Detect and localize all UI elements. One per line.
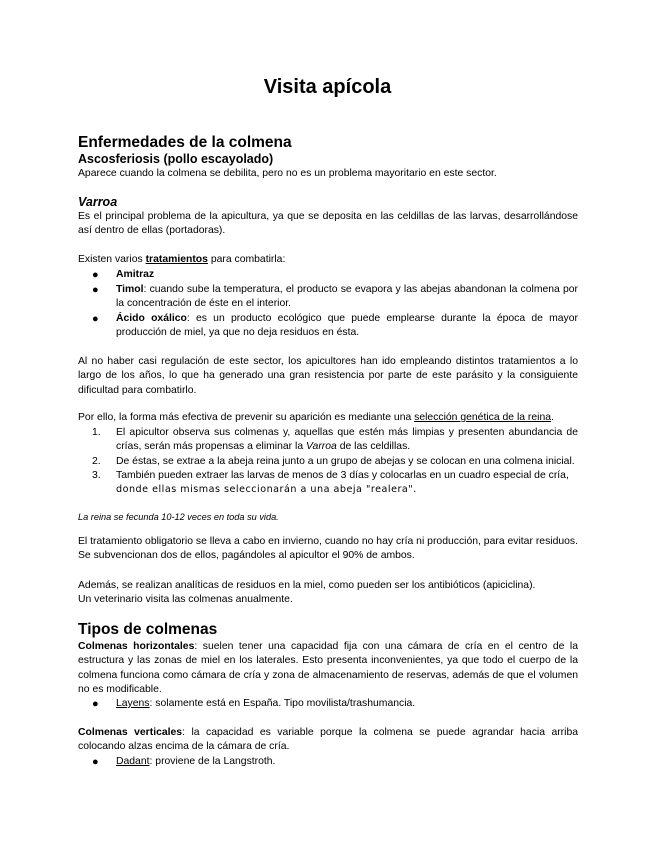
prevention-text: Por ello, la forma más efectiva de prevenir su aparición es mediante una selección genética de la reina. [78, 412, 554, 423]
bullet-icon: ● [92, 269, 99, 281]
vertical-hives-text: Colmenas verticales: la capacidad es variable porque la colmena se puede agrandar hacia arriba colocando alzas encima de la cámara de cría. [78, 727, 579, 753]
analysis-text: Además, se realizan analíticas de residuos en la miel, como pueden ser los antibióticos (apiciclina). [78, 580, 536, 591]
varroa-text: Es el principal problema de la apicultura, ya que se deposita en las celdillas de las larvas, desarrollándose así dentro de ellas (portadoras). [78, 211, 578, 237]
page-title: Visita apícola [263, 76, 392, 98]
section-heading-tipos: Tipos de colmenas [78, 621, 218, 638]
bullet-icon: ● [92, 698, 99, 710]
subheading-varroa: Varroa [78, 195, 118, 209]
treatments-keyword: tratamientos [145, 254, 208, 265]
horizontal-hives-text: Colmenas horizontales: suelen tener una capacidad fija con una cámara de cría en el centro de la estructura y las zonas de miel en los laterales. Esto presenta inconvenientes, ya que todo el cuerpo de la colmena funciona como cámara de cría y zona de almacenamiento de reservas, además de que el volumen no es modificable. [78, 641, 578, 696]
resistance-text: Al no haber casi regulación de este sector, los apicultores han ido empleando distintos tratamientos a lo largo de los años, lo que ha generado una gran resistencia por parte de este parásito y la consiguiente dificultad para combatirlo. [78, 356, 578, 396]
step-item-1: 1. El apicultor observa sus colmenas y, aquellas que estén más limpias y presenten abundancia de crías, serán más propensas a eliminar la Varroa de las celdillas. [92, 427, 578, 453]
subheading-ascosferiosis: Ascosferiosis (pollo escayolado) [78, 152, 274, 166]
ascosferiosis-text: Aparece cuando la colmena se debilita, pero no es un problema mayoritario en este sector. [78, 168, 497, 179]
queen-note: La reina se fecunda 10-12 veces en toda su vida. [78, 512, 279, 522]
list-item-acido-oxalico: ● Ácido oxálico: es un producto ecológico que puede emplearse durante la época de mayor producción de miel, ya que no deja residuos en ésta. [92, 313, 578, 339]
bullet-icon: ● [92, 284, 99, 296]
step-item-2: 2. De éstas, se extrae a la abeja reina junto a un grupo de abejas y se colocan en una colmena inicial. [92, 456, 575, 467]
list-item-amitraz: ● Amitraz [92, 269, 155, 281]
treatments-intro: Existen varios tratamientos para combatirla: [78, 254, 286, 265]
genetic-selection-link: selección genética de la reina [414, 412, 552, 423]
step-item-3: 3. También pueden extraer las larvas de menos de 3 días y colocarlas en un cuadro especial de cría, donde ellas mismas seleccionarán a una abeja "realera". [92, 470, 569, 496]
vet-text: Un veterinario visita las colmenas anualmente. [78, 594, 293, 605]
bullet-icon: ● [92, 756, 99, 768]
section-heading-enfermedades: Enfermedades de la colmena [78, 134, 292, 151]
list-item-timol: ● Timol: cuando sube la temperatura, el producto se evapora y las abejas abandonan la colmena por la concentración de éste en el interior. [92, 284, 578, 310]
list-item-dadant: ● Dadant: proviene de la Langstroth. [92, 756, 276, 768]
mandatory-treatment-text: El tratamiento obligatorio se lleva a cabo en invierno, cuando no hay cría ni producción, para evitar residuos. Se subvencionan dos de ellos, pagándoles al apicultor el 90% de ambos. [78, 536, 578, 562]
list-item-layens: ● Layens: solamente está en España. Tipo movilista/trashumancia. [92, 698, 416, 710]
bullet-icon: ● [92, 313, 99, 325]
